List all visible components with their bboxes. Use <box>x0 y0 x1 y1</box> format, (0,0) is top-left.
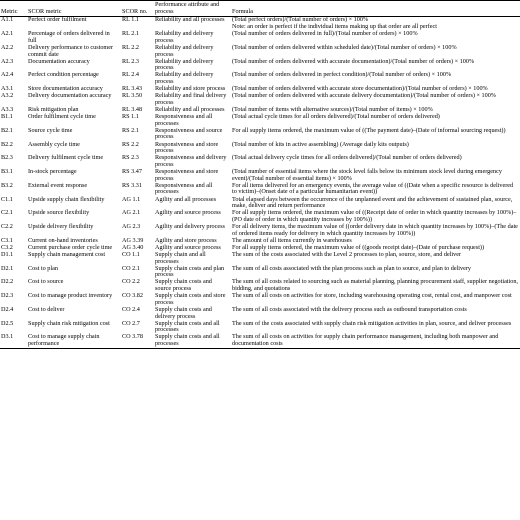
cell-formula: (Total number of orders delivered within scheduled date)/(Total number of orders) × 100% <box>232 43 457 51</box>
cell-performance-attribute: Agility and source process <box>155 243 221 251</box>
cell-performance-attribute: Supply chain and all processes <box>155 250 206 265</box>
cell-scor-metric: Current on-hand inventories <box>28 236 98 244</box>
cell-formula: (Total number of orders delivered with accurate documentation)/(Total number of orders) × 100% <box>232 57 475 65</box>
cell-scor-no: RS 1.1 <box>122 113 139 120</box>
cell-scor-metric: Delivery performance to customer commit date <box>28 43 114 58</box>
cell-formula: (Total number of items with alternative sources)/(Total number of items) × 100% <box>232 105 433 113</box>
cell-scor-no: AG 1.1 <box>122 195 141 203</box>
cell-metric: A1.1 <box>1 16 14 24</box>
table-row <box>0 155 520 169</box>
cell-metric: A3.2 <box>1 92 14 100</box>
cell-scor-metric: Supply chain risk mitigation cost <box>28 319 110 327</box>
cell-formula: (Total number of essential items where the stock level falls below its minimum stock level during emergency event)/(Total number of essential items) × 100% <box>232 168 502 182</box>
cell-metric: D1.1 <box>1 250 14 258</box>
cell-metric: D3.1 <box>0 334 27 348</box>
cell-metric: D2.5 <box>1 319 14 327</box>
header-scor-metric: SCOR metric <box>27 1 121 17</box>
table-row <box>0 210 520 224</box>
cell-formula: For all supply items ordered, the maximum value of ((goods receipt date)–(Date of purchase request)) <box>232 243 485 251</box>
cell-performance-attribute: Supply chain costs and store process <box>155 292 226 306</box>
table-row <box>0 252 520 266</box>
cell-scor-no: RL 2.4 <box>122 71 139 79</box>
table-row <box>0 224 520 238</box>
cell-formula: The sum of all costs associated with the plan process such as plan to source, and plan to delivery <box>232 264 472 272</box>
cell-performance-attribute: Reliability and store process <box>155 85 226 93</box>
table-row <box>0 128 520 142</box>
table-row <box>0 321 520 335</box>
cell-formula: The amount of all items currently in warehouses <box>232 236 352 244</box>
table-row <box>0 279 520 293</box>
table-row <box>0 334 520 348</box>
cell-metric: C1.1 <box>1 195 13 203</box>
cell-metric: A2.1 <box>1 30 14 38</box>
cell-scor-metric: Order fulfilment cycle time <box>28 113 96 120</box>
cell-metric: B3.2 <box>1 181 13 189</box>
table-row <box>0 142 520 156</box>
cell-performance-attribute: Responsiveness and store process <box>155 168 219 182</box>
cell-metric: A2.4 <box>1 71 14 79</box>
cell-scor-no: AG 2.1 <box>122 209 141 217</box>
cell-formula: For all supply items ordered, the maximum value of ((Receipt date of order in which quantity increases by 100%)–(PO date of order in which quantity increases by 100%)) <box>232 209 517 223</box>
cell-scor-no: RL 3.48 <box>122 105 143 113</box>
table-row <box>0 197 520 211</box>
cell-scor-no: RS 3.47 <box>122 168 142 175</box>
cell-performance-attribute: Responsiveness and store process <box>155 140 219 155</box>
cell-metric: A3.1 <box>1 85 14 93</box>
cell-performance-attribute: Responsiveness and all processes <box>155 181 213 196</box>
cell-formula: The sum of the costs associated with the Level 2 processes to plan, source, store, and deliver <box>232 250 462 258</box>
header-performance-attribute: Performance attribute and process <box>154 1 231 17</box>
cell-metric: C3.2 <box>1 243 13 251</box>
cell-performance-attribute: Responsiveness and all processes <box>155 113 213 127</box>
cell-formula: (Total actual delivery cycle times for all orders delivered)/(Total number of orders delivered) <box>232 154 462 162</box>
cell-scor-no: RL 2.1 <box>122 30 139 38</box>
cell-scor-metric: Upside supply chain flexibility <box>28 195 105 203</box>
cell-formula: For all delivery items, the maximum value of ((order delivery date in which quantity increases by 100%)–(The date of ordered items ready for delivery in which quantity increases by 100%)) <box>232 223 518 237</box>
cell-formula: For all supply items ordered, the maximum value of ((The payment date)–(Date of informal sourcing request)) <box>232 126 506 134</box>
cell-scor-metric: In-stock percentage <box>28 168 77 175</box>
cell-formula: (Total number of orders delivered in perfect condition)/(Total number of orders) × 100% <box>232 71 452 79</box>
cell-performance-attribute: Agility and store process <box>155 236 217 244</box>
table-row <box>0 17 520 31</box>
cell-metric: B1.1 <box>1 113 13 120</box>
table-row <box>0 45 520 59</box>
cell-performance-attribute: Reliability and final delivery process <box>155 92 227 106</box>
cell-scor-no: CO 1.1 <box>122 250 140 258</box>
cell-formula: The sum of all costs related to sourcing such as material planning, planning procurement staff, supplier negotiation, bidding, and quotations <box>232 278 518 293</box>
cell-formula: The sum of the costs associated with supply chain risk mitigation activities in plan, source, and deliver processes <box>232 319 512 327</box>
table-body <box>0 17 520 349</box>
cell-performance-attribute: Responsiveness and delivery process <box>155 154 227 168</box>
cell-scor-metric: Documentation accuracy <box>28 57 90 65</box>
cell-formula: (Total actual cycle times for all orders delivered)/(Total number of orders delivered) <box>232 113 440 120</box>
cell-metric: B3.1 <box>1 168 13 175</box>
cell-scor-no: RL 2.2 <box>122 43 139 51</box>
cell-metric: D2.2 <box>1 278 14 286</box>
cell-scor-no: AG 3.40 <box>122 243 144 251</box>
cell-formula: (Total perfect orders)/(Total number of orders) × 100% Note: an order is perfect if the individual items making up that order are all perfect <box>232 16 437 31</box>
table-row <box>0 31 520 45</box>
cell-formula: Total elapsed days between the occurrence of the unplanned event and the achievement of sustained plan, source, make, deliver and return performance <box>232 195 513 210</box>
cell-scor-no: RL 2.3 <box>122 57 139 65</box>
cell-scor-no: RS 2.3 <box>122 154 139 162</box>
cell-scor-metric: Risk mitigation plan <box>28 105 79 113</box>
cell-scor-no: CO 2.7 <box>122 319 140 327</box>
cell-performance-attribute: Supply chain costs and source process <box>155 278 212 293</box>
cell-metric: C2.2 <box>1 223 13 230</box>
cell-scor-no: RS 2.1 <box>122 126 139 134</box>
cell-scor-metric: Delivery documentation accuracy <box>28 92 112 100</box>
cell-scor-no: RS 3.31 <box>122 181 142 189</box>
cell-scor-metric: Cost to deliver <box>28 305 65 313</box>
cell-metric: A2.3 <box>1 57 14 65</box>
cell-performance-attribute: Reliability and all processes <box>155 16 225 24</box>
cell-scor-no: AG 3.39 <box>122 236 144 244</box>
cell-scor-metric: Cost to plan <box>28 264 58 272</box>
cell-metric: C2.1 <box>1 209 13 217</box>
cell-scor-no: CO 3.78 <box>121 334 154 348</box>
cell-scor-no: CO 3.82 <box>122 292 143 300</box>
cell-metric: B2.1 <box>1 126 13 134</box>
cell-performance-attribute: Reliability and delivery process <box>155 30 214 44</box>
cell-formula: (Total number of orders delivered in full)/(Total number of orders) × 100% <box>232 30 418 38</box>
header-metric: Metric <box>0 1 27 17</box>
cell-metric: C3.1 <box>1 236 13 244</box>
cell-performance-attribute: Supply chain costs and all processes <box>154 334 231 348</box>
cell-metric: B2.2 <box>1 140 13 148</box>
cell-scor-metric: Percentage of orders delivered in full <box>28 30 110 44</box>
cell-metric: A2.2 <box>1 43 14 51</box>
header-formula: Formula <box>231 1 520 17</box>
cell-scor-metric: Store documentation accuracy <box>28 85 103 93</box>
table-row <box>0 293 520 307</box>
cell-scor-metric: Upside source flexibility <box>28 209 90 217</box>
cell-formula: The sum of all costs on activities for supply chain performance management, including both manpower and documentation costs <box>231 334 520 348</box>
cell-scor-no: RL 1.1 <box>122 16 139 24</box>
cell-metric: D2.1 <box>1 264 14 272</box>
cell-scor-metric: Cost to manage product inventory <box>28 292 113 300</box>
cell-performance-attribute: Agility and all processes <box>155 195 217 203</box>
cell-scor-no: RL 3.50 <box>122 92 143 100</box>
cell-performance-attribute: Reliability and delivery process <box>155 43 214 58</box>
cell-performance-attribute: Supply chain costs and delivery process <box>155 305 212 320</box>
cell-metric: B2.3 <box>1 154 13 162</box>
cell-scor-no: RS 2.2 <box>122 140 139 148</box>
cell-performance-attribute: Reliability and all processes <box>155 105 225 113</box>
header-scor-no: SCOR no. <box>121 1 154 17</box>
cell-metric: A3.3 <box>1 105 14 113</box>
cell-formula: (Total number of orders delivered with accurate delivery documentation)/(Total number of orders) × 100% <box>232 92 496 100</box>
cell-scor-metric: Source cycle time <box>28 126 73 134</box>
table-row <box>0 59 520 73</box>
cell-formula: (Total number of orders delivered with accurate store documentation)/(Total number of orders) × 100% <box>232 85 488 93</box>
cell-performance-attribute: Reliability and delivery process <box>155 57 214 72</box>
cell-scor-no: CO 2.4 <box>122 305 140 313</box>
cell-scor-no: CO 2.1 <box>122 264 140 272</box>
cell-formula: The sum of all costs associated with the delivery process such as outbound transportation costs <box>232 305 467 313</box>
header-row <box>0 1 520 17</box>
cell-scor-metric: Cost to manage supply chain performance <box>27 334 121 348</box>
table-row <box>0 183 520 197</box>
cell-formula: The sum of all costs on activities for store, including warehousing operating cost, rental cost, and manpower cost <box>232 292 512 300</box>
cell-scor-no: CO 2.2 <box>122 278 140 286</box>
table-header <box>0 1 520 17</box>
cell-metric: D2.3 <box>1 292 14 300</box>
cell-formula: (Total number of kits in active assembling) (Average daily kits outputs) <box>232 140 409 148</box>
cell-scor-metric: Perfect condition percentage <box>28 71 99 79</box>
cell-scor-no: AG 2.3 <box>122 223 141 230</box>
table-row <box>0 72 520 86</box>
cell-scor-metric: Current purchase order cycle time <box>28 243 113 251</box>
cell-performance-attribute: Agility and source process <box>155 209 221 217</box>
cell-scor-metric: Upside delivery flexibility <box>28 223 94 230</box>
cell-scor-metric: Delivery fulfilment cycle time <box>28 154 104 162</box>
cell-scor-metric: Assembly cycle time <box>28 140 80 148</box>
table-row <box>0 93 520 107</box>
cell-performance-attribute: Reliability and delivery process <box>155 71 214 86</box>
cell-scor-metric: Cost to source <box>28 278 64 286</box>
table-row <box>0 114 520 128</box>
cell-metric: D2.4 <box>1 305 14 313</box>
cell-scor-metric: Perfect order fulfilment <box>28 16 87 24</box>
cell-formula: For all items delivered for an emergency events, the average value of ((Date when a specific resource is delivered to victim)–(Onset date of a particular humanitarian event)) <box>232 181 514 196</box>
cell-scor-metric: External event response <box>28 181 88 189</box>
table-row <box>0 169 520 183</box>
table-row <box>0 266 520 280</box>
cell-performance-attribute: Agility and delivery process <box>155 223 225 230</box>
cell-scor-metric: Supply chain management cost <box>28 250 106 258</box>
cell-scor-no: RL 3.43 <box>122 85 143 93</box>
table-row <box>0 307 520 321</box>
cell-performance-attribute: Supply chain costs and plan process <box>155 264 225 279</box>
cell-performance-attribute: Supply chain costs and all processes <box>155 319 220 334</box>
cell-performance-attribute: Responsiveness and source process <box>155 126 223 141</box>
